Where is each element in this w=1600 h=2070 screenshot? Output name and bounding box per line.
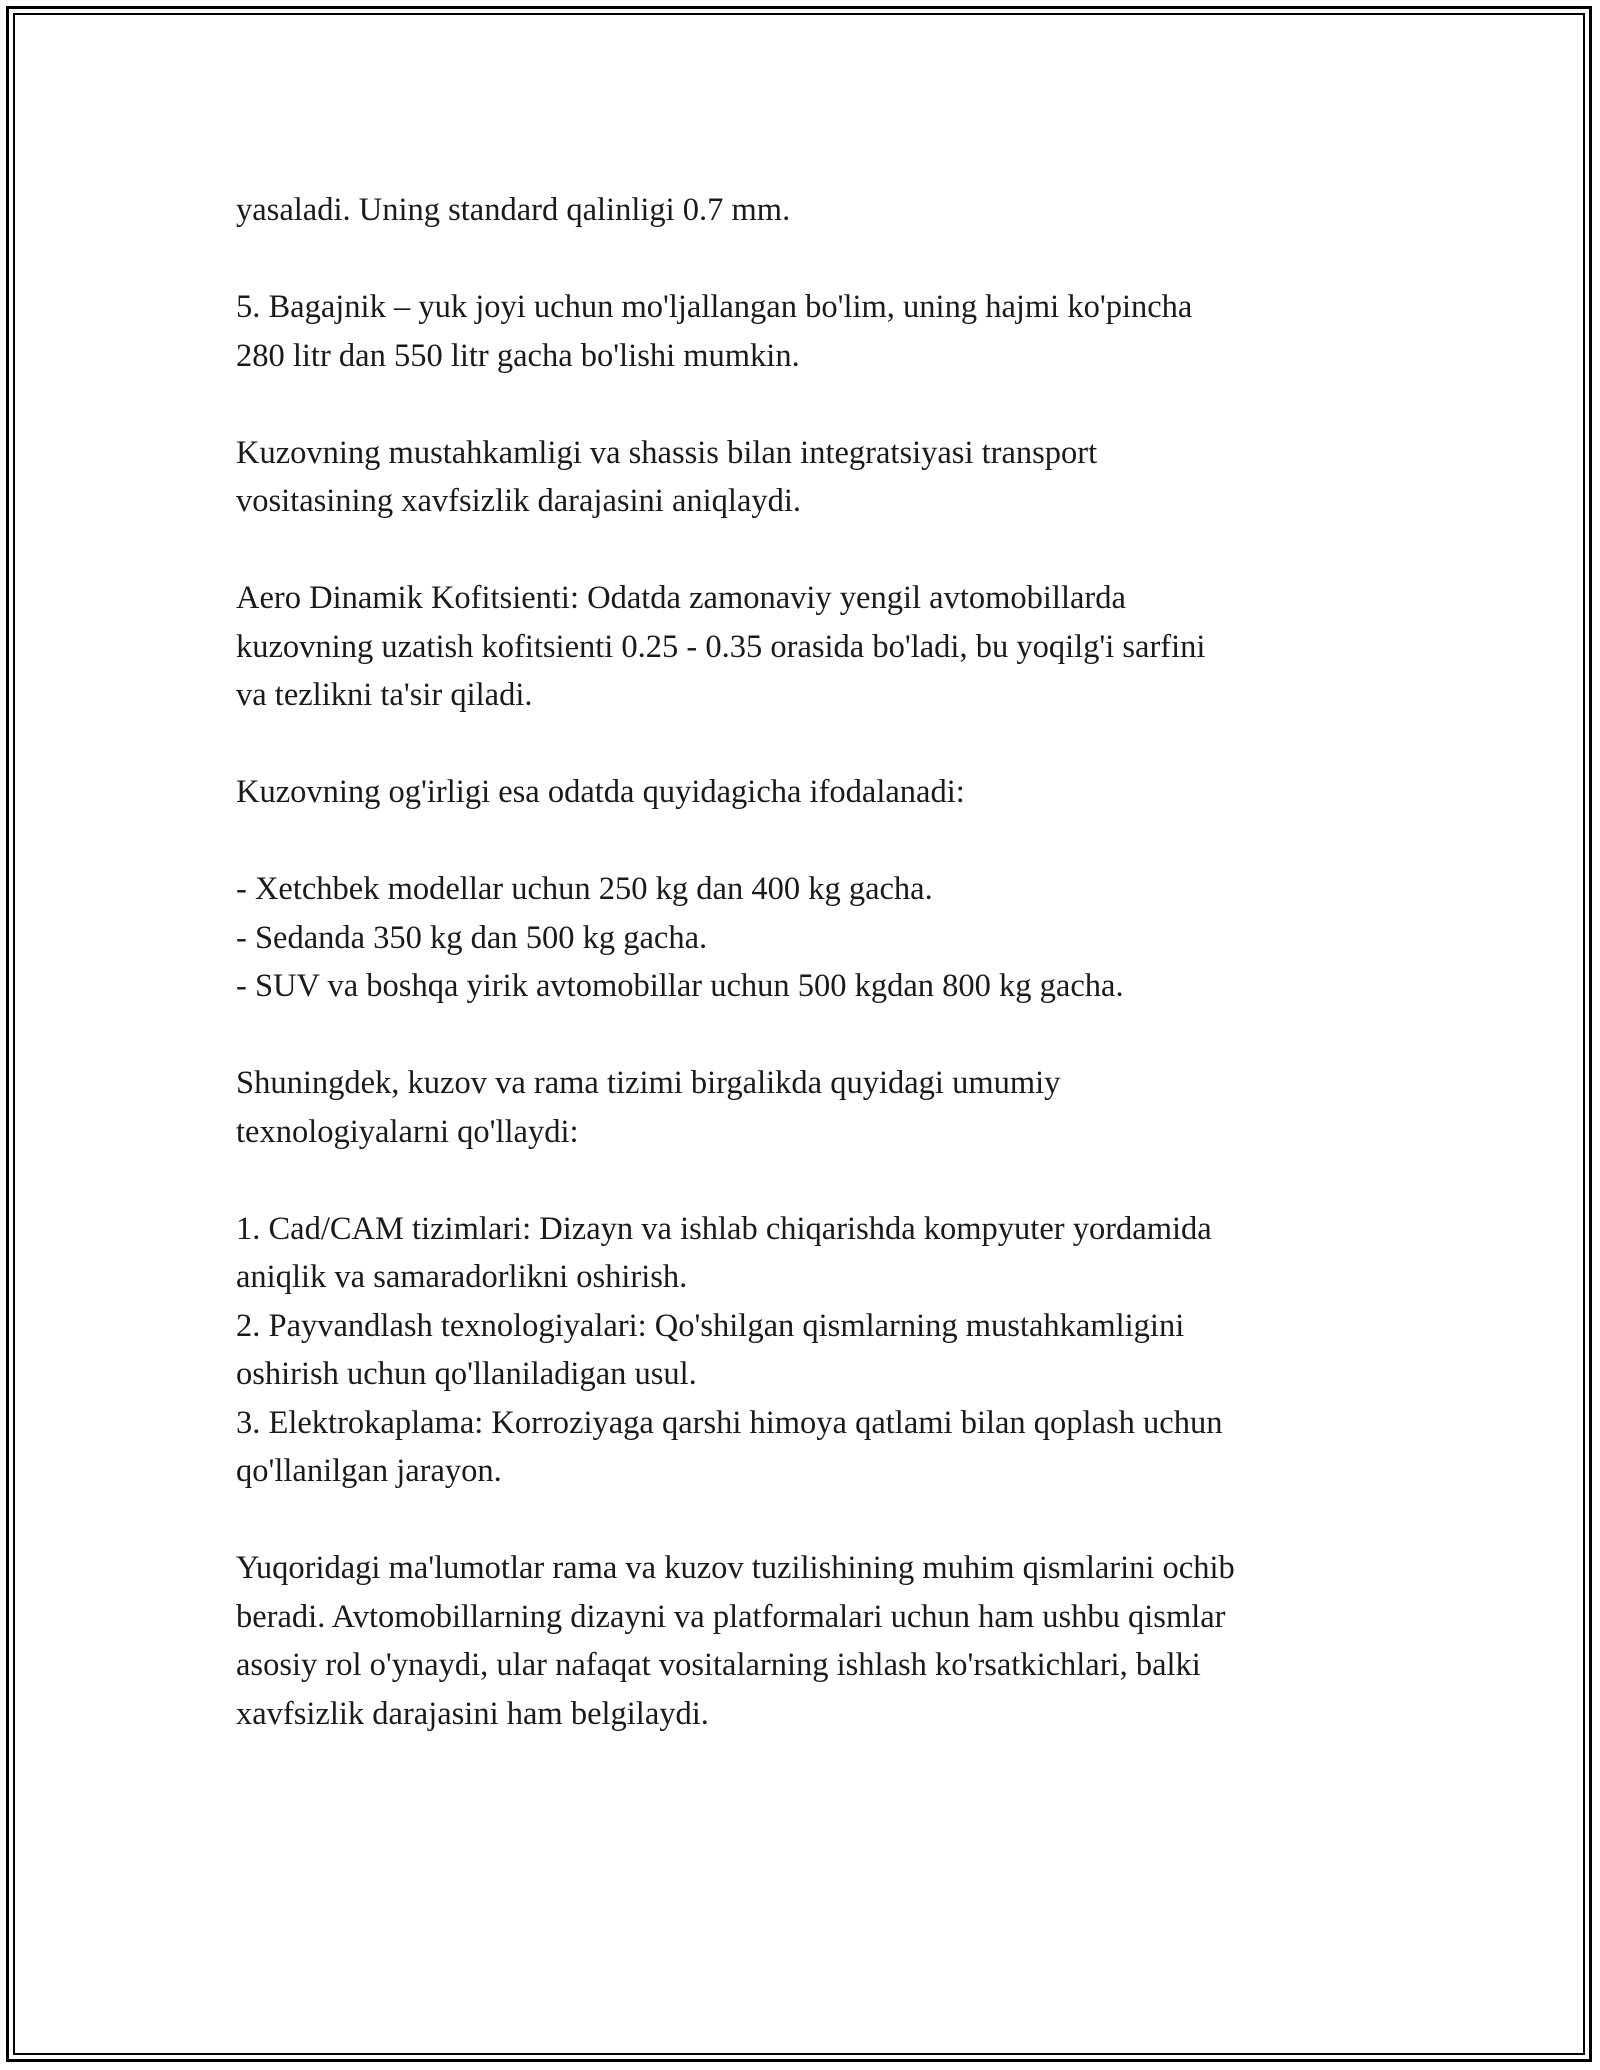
list-technologies: 1. Cad/CAM tizimlari: Dizayn va ishlab chiqarishda kompyuter yordamida aniqlik va samaradorlikni oshirish. 2. Payvandlash texnologiyalari: Qo'shilgan qismlarning mustahkamligini oshirish uchun qo'llaniladigan usul. 3. Elektrokaplama: Korroziyaga qarshi himoya qatlami bilan qoplash uchun qo'llanilgan jarayon. bbox=[236, 1210, 1223, 1489]
paragraph-aero-coefficient: Aero Dinamik Kofitsienti: Odatda zamonaviy yengil avtomobillarda kuzovning uzatish kofitsienti 0.25 - 0.35 orasida bo'ladi, bu yoqilg'i sarfini va tezlikni ta'sir qiladi. bbox=[236, 580, 1206, 713]
list-body-weights: - Xetchbek modellar uchun 250 kg dan 400 kg gacha. - Sedanda 350 kg dan 500 kg gacha. - SUV va boshqa yirik avtomobillar uchun 500 kgdan 800 kg gacha. bbox=[236, 871, 1124, 1004]
paragraph-thickness: yasaladi. Uning standard qalinligi 0.7 mm. bbox=[236, 192, 791, 228]
paragraph-body-weight-intro: Kuzovning og'irligi esa odatda quyidagicha ifodalanadi: bbox=[236, 774, 965, 810]
paragraph-trunk: 5. Bagajnik – yuk joyi uchun mo'ljallangan bo'lim, uning hajmi ko'pincha 280 litr dan 550 litr gacha bo'lishi mumkin. bbox=[236, 289, 1193, 374]
paragraph-technologies-intro: Shuningdek, kuzov va rama tizimi birgalikda quyidagi umumiy texnologiyalarni qo'llaydi: bbox=[236, 1065, 1061, 1150]
paragraph-conclusion: Yuqoridagi ma'lumotlar rama va kuzov tuzilishining muhim qismlarini ochib beradi. Avtomobillarning dizayni va platformalari uchun ham ushbu qismlar asosiy rol o'ynaydi, ular nafaqat vositalarning ishlash ko'rsatkichlari, balki xavfsizlik darajasini ham belgilaydi. bbox=[236, 1550, 1235, 1732]
document-body bbox=[236, 186, 1386, 1738]
paragraph-body-strength: Kuzovning mustahkamligi va shassis bilan integratsiyasi transport vositasining xavfsizlik darajasini aniqlaydi. bbox=[236, 434, 1098, 519]
